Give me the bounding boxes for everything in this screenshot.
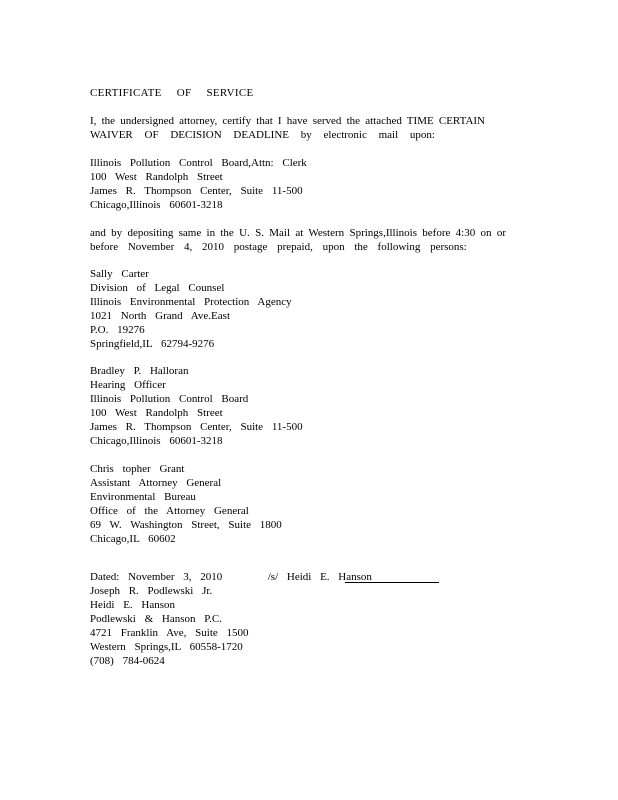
address-line: Bradley P. Halloran [90, 365, 189, 377]
address-line: P.O. 19276 [90, 324, 145, 336]
address-line: Springfield,IL 62794-9276 [90, 338, 215, 350]
recipient-bradley-halloran [90, 364, 303, 448]
sender-line: Heidi E. Hanson [90, 599, 176, 611]
address-line: 69 W. Washington Street, Suite 1800 [90, 519, 282, 531]
address-line: 1021 North Grand Ave.East [90, 310, 230, 322]
address-line: James R. Thompson Center, Suite 11-500 [90, 185, 303, 197]
address-line: James R. Thompson Center, Suite 11-500 [90, 421, 303, 433]
address-line: Assistant Attorney General [90, 477, 222, 489]
board-address [90, 156, 307, 212]
address-line: Chris topher Grant [90, 463, 185, 475]
document-title: CERTIFICATE OF SERVICE [90, 87, 254, 99]
address-line: Illinois Environmental Protection Agency [90, 296, 292, 308]
deposit-line-2: before November 4, 2010 postage prepaid, upon the following persons: [90, 241, 467, 253]
sender-line: Western Springs,IL 60558-1720 [90, 641, 243, 653]
sender-line: 4721 Franklin Ave, Suite 1500 [90, 627, 249, 639]
address-line: 100 West Randolph Street [90, 171, 223, 183]
address-line: Division of Legal Counsel [90, 282, 225, 294]
address-line: Chicago,Illinois 60601-3218 [90, 435, 223, 447]
intro-line-2: WAIVER OF DECISION DEADLINE by electronic mail upon: [90, 129, 435, 141]
address-line: Environmental Bureau [90, 491, 196, 503]
signed-text: /s/ Heidi E. Hanson [267, 571, 372, 583]
address-line: Hearing Officer [90, 379, 166, 391]
address-line: Illinois Pollution Control Board,Attn: Clerk [90, 157, 307, 169]
deposit-line-1: and by depositing same in the U. S. Mail at Western Springs,Illinois before 4:30 on or [90, 227, 506, 239]
intro-line-1: I, the undersigned attorney, certify that I have served the attached TIME CERTAIN [90, 115, 485, 127]
signature-rule [345, 582, 439, 583]
dated-text: Dated: November 3, 2010 [90, 571, 223, 583]
address-line: Office of the Attorney General [90, 505, 249, 517]
sender-line: Podlewski & Hanson P.C. [90, 613, 222, 625]
intro-paragraph [90, 114, 485, 142]
deposit-paragraph [90, 226, 506, 254]
address-line: Illinois Pollution Control Board [90, 393, 249, 405]
address-line: Sally Carter [90, 268, 149, 280]
recipient-sally-carter [90, 267, 292, 351]
recipient-christopher-grant [90, 462, 282, 546]
address-line: Chicago,Illinois 60601-3218 [90, 199, 223, 211]
signature-line [90, 571, 372, 583]
address-line: 100 West Randolph Street [90, 407, 223, 419]
address-line: Chicago,IL 60602 [90, 533, 176, 545]
sender-line: Joseph R. Podlewski Jr. [90, 585, 213, 597]
sender-line: (708) 784-0624 [90, 655, 165, 667]
sender-block [90, 584, 249, 668]
